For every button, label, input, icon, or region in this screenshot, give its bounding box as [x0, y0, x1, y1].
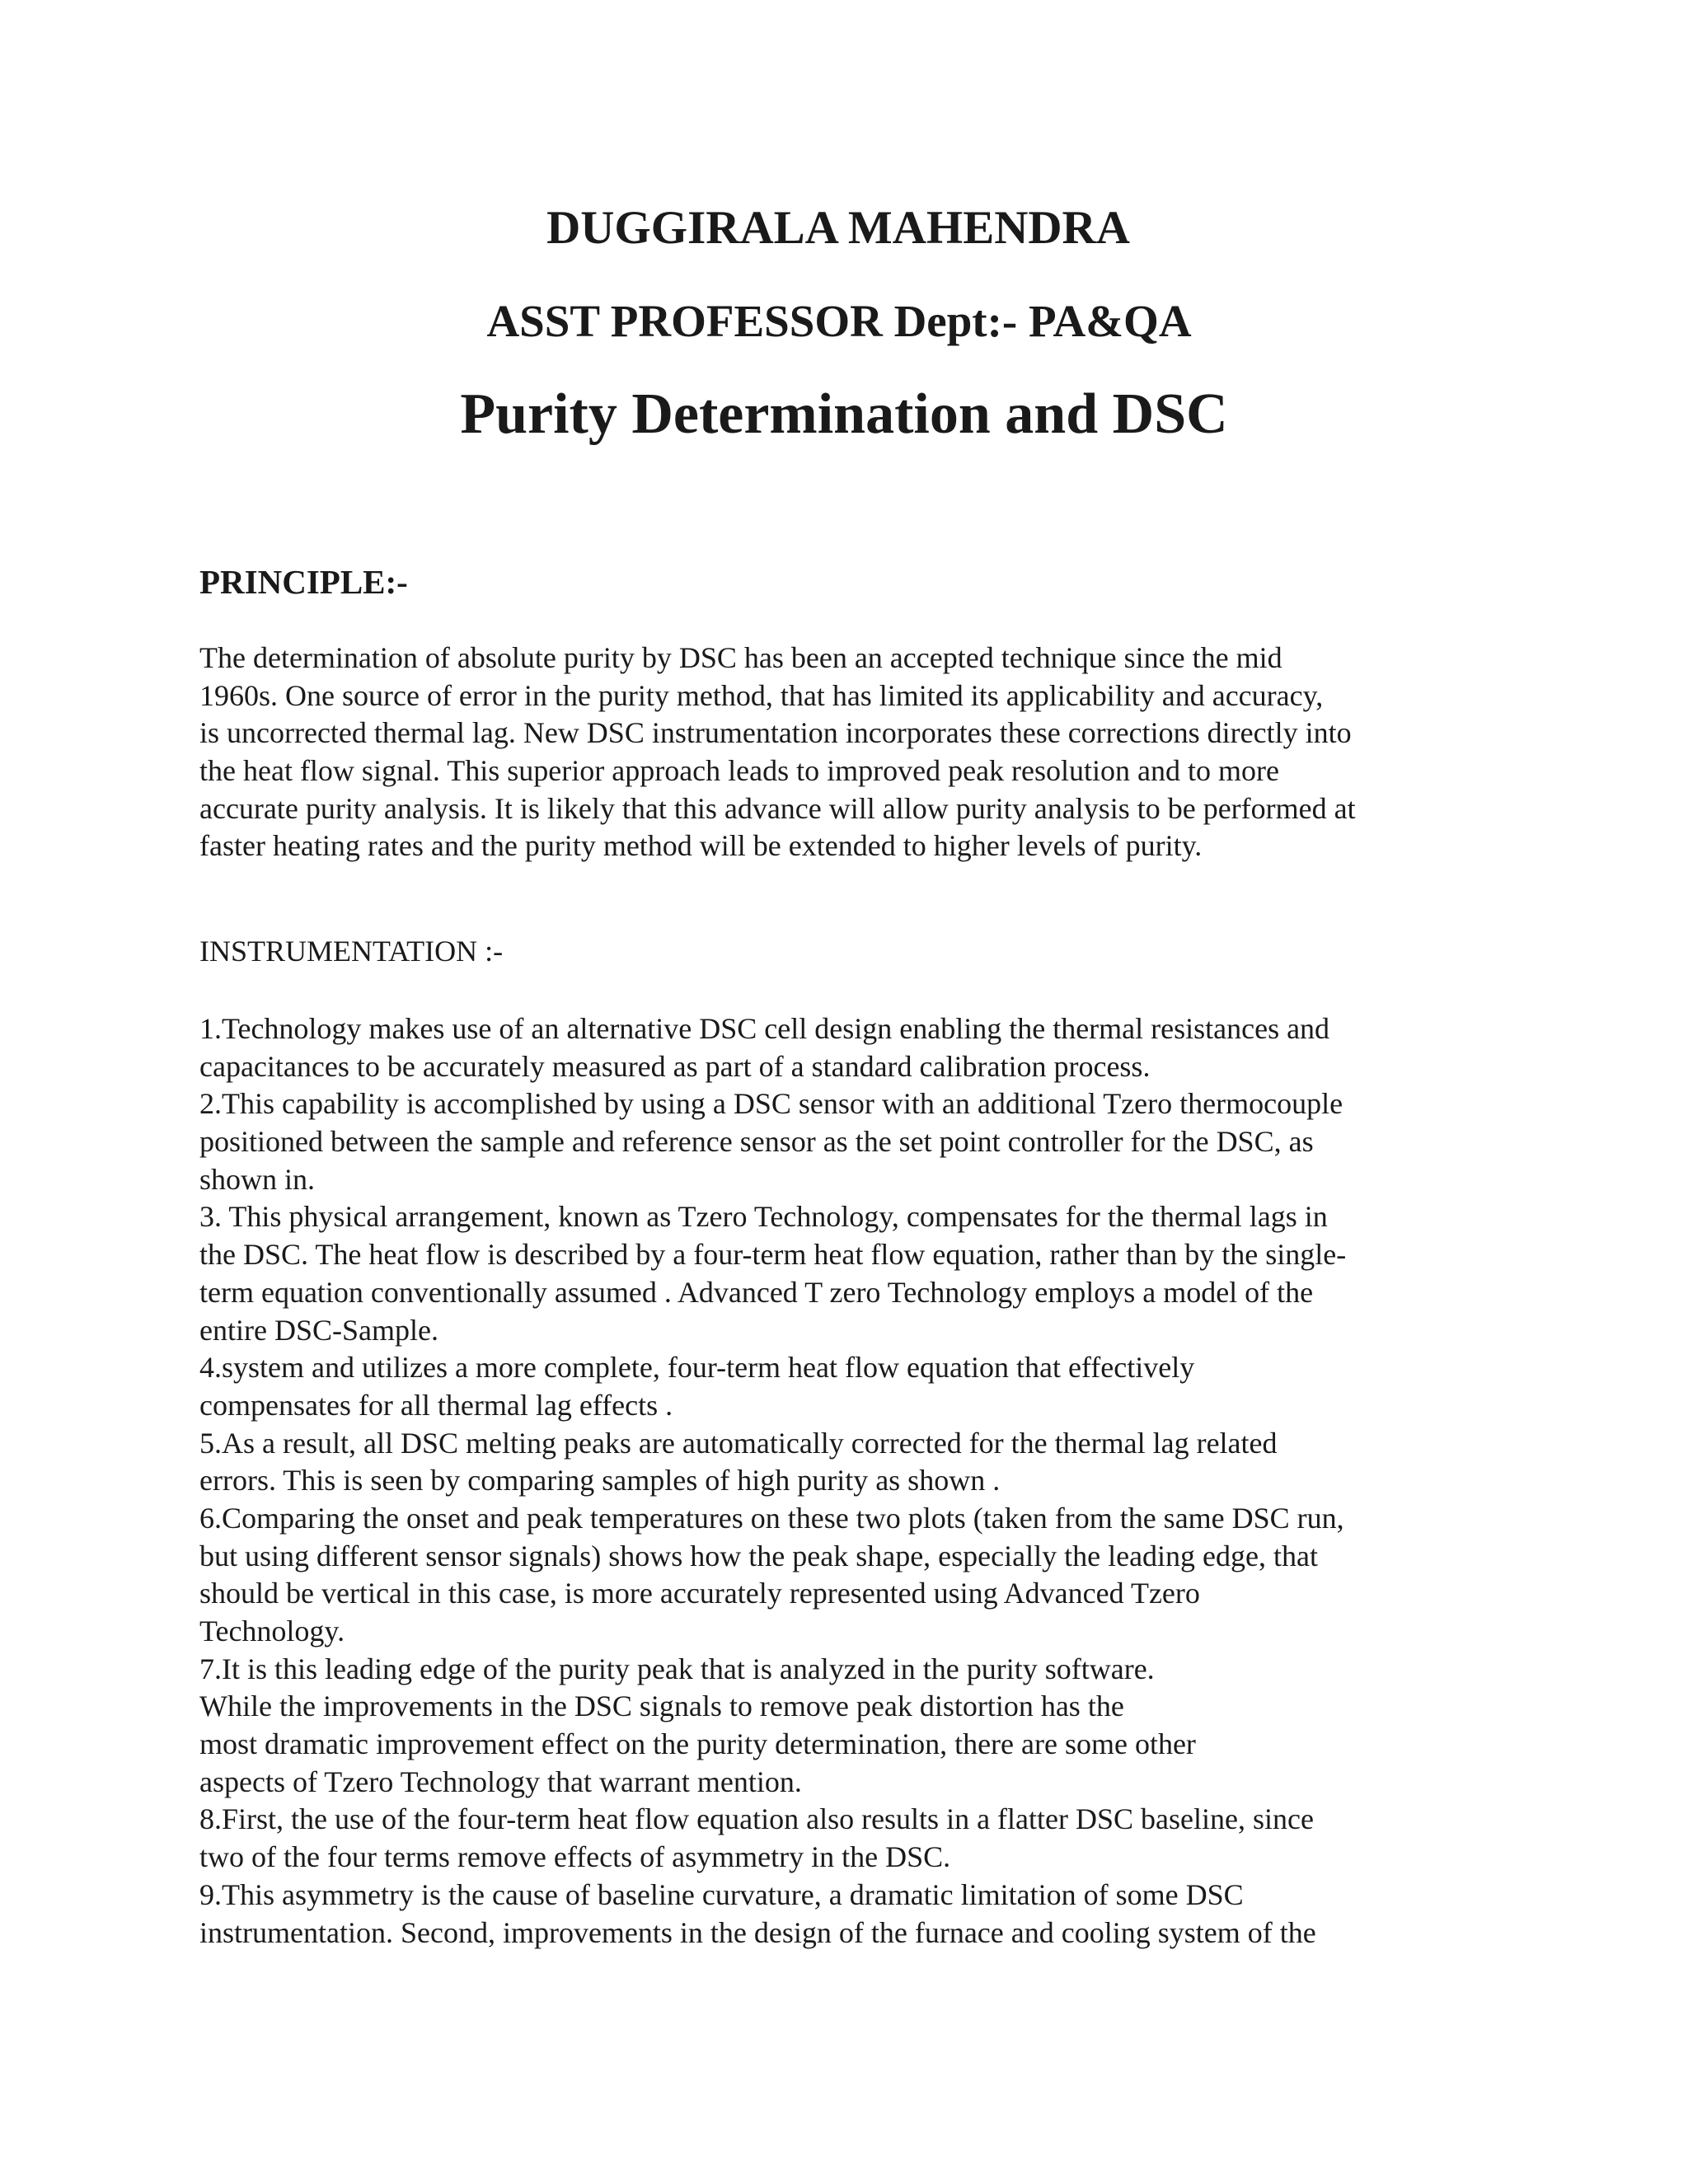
principle-line: The determination of absolute purity by DSC has been an accepted technique since the mid: [199, 641, 1282, 674]
principle-line: faster heating rates and the purity method will be extended to higher levels of purity.: [199, 829, 1203, 863]
principle-line: accurate purity analysis. It is likely that this advance will allow purity analysis to be performed at: [199, 791, 1356, 825]
principle-heading: PRINCIPLE:-: [199, 563, 408, 601]
principle-paragraph: [199, 640, 1510, 865]
instrumentation-line: 2.This capability is accomplished by using a DSC sensor with an additional Tzero thermocouple: [199, 1087, 1343, 1121]
instrumentation-line: compensates for all thermal lag effects .: [199, 1388, 673, 1422]
author-name: DUGGIRALA MAHENDRA: [546, 202, 1130, 254]
instrumentation-line: capacitances to be accurately measured as part of a standard calibration process.: [199, 1049, 1151, 1083]
instrumentation-line: aspects of Tzero Technology that warrant mention.: [199, 1765, 802, 1798]
instrumentation-line: term equation conventionally assumed . Advanced T zero Technology employs a model of the: [199, 1275, 1314, 1309]
instrumentation-line: 3. This physical arrangement, known as Tzero Technology, compensates for the thermal lags in: [199, 1200, 1328, 1234]
instrumentation-line: should be vertical in this case, is more accurately represented using Advanced Tzero: [199, 1577, 1200, 1610]
principle-line: 1960s. One source of error in the purity method, that has limited its applicability and accuracy,: [199, 678, 1324, 712]
instrumentation-line: entire DSC-Sample.: [199, 1313, 438, 1347]
instrumentation-line: two of the four terms remove effects of asymmetry in the DSC.: [199, 1840, 951, 1874]
instrumentation-line: shown in.: [199, 1162, 316, 1196]
instrumentation-line: While the improvements in the DSC signals to remove peak distortion has the: [199, 1690, 1124, 1723]
document-title: Purity Determination and DSC: [460, 382, 1228, 446]
instrumentation-line: 9.This asymmetry is the cause of baseline curvature, a dramatic limitation of some DSC: [199, 1877, 1244, 1911]
instrumentation-line: 6.Comparing the onset and peak temperatures on these two plots (taken from the same DSC run,: [199, 1501, 1344, 1535]
instrumentation-line: instrumentation. Second, improvements in the design of the furnace and cooling system of the: [199, 1915, 1316, 1949]
instrumentation-line: errors. This is seen by comparing samples of high purity as shown .: [199, 1464, 1001, 1497]
instrumentation-line: but using different sensor signals) shows how the peak shape, especially the leading edge, that: [199, 1539, 1318, 1572]
instrumentation-paragraph: [199, 1010, 1510, 1952]
instrumentation-line: positioned between the sample and reference sensor as the set point controller for the DSC, as: [199, 1125, 1314, 1159]
instrumentation-heading: INSTRUMENTATION :-: [199, 935, 504, 968]
instrumentation-line: the DSC. The heat flow is described by a four-term heat flow equation, rather than by the single-: [199, 1238, 1347, 1272]
instrumentation-line: 8.First, the use of the four-term heat flow equation also results in a flatter DSC baseline, since: [199, 1802, 1314, 1836]
principle-line: is uncorrected thermal lag. New DSC instrumentation incorporates these corrections directly into: [199, 716, 1352, 750]
instrumentation-line: most dramatic improvement effect on the purity determination, there are some other: [199, 1727, 1196, 1761]
instrumentation-line: 7.It is this leading edge of the purity peak that is analyzed in the purity software.: [199, 1652, 1155, 1685]
instrumentation-line: Technology.: [199, 1615, 345, 1647]
principle-line: the heat flow signal. This superior approach leads to improved peak resolution and to more: [199, 754, 1279, 788]
instrumentation-line: 4.system and utilizes a more complete, four-term heat flow equation that effectively: [199, 1351, 1195, 1385]
author-title: ASST PROFESSOR Dept:- PA&QA: [486, 296, 1192, 346]
instrumentation-line: 1.Technology makes use of an alternative DSC cell design enabling the thermal resistances and: [199, 1012, 1330, 1045]
instrumentation-line: 5.As a result, all DSC melting peaks are automatically corrected for the thermal lag related: [199, 1426, 1278, 1460]
